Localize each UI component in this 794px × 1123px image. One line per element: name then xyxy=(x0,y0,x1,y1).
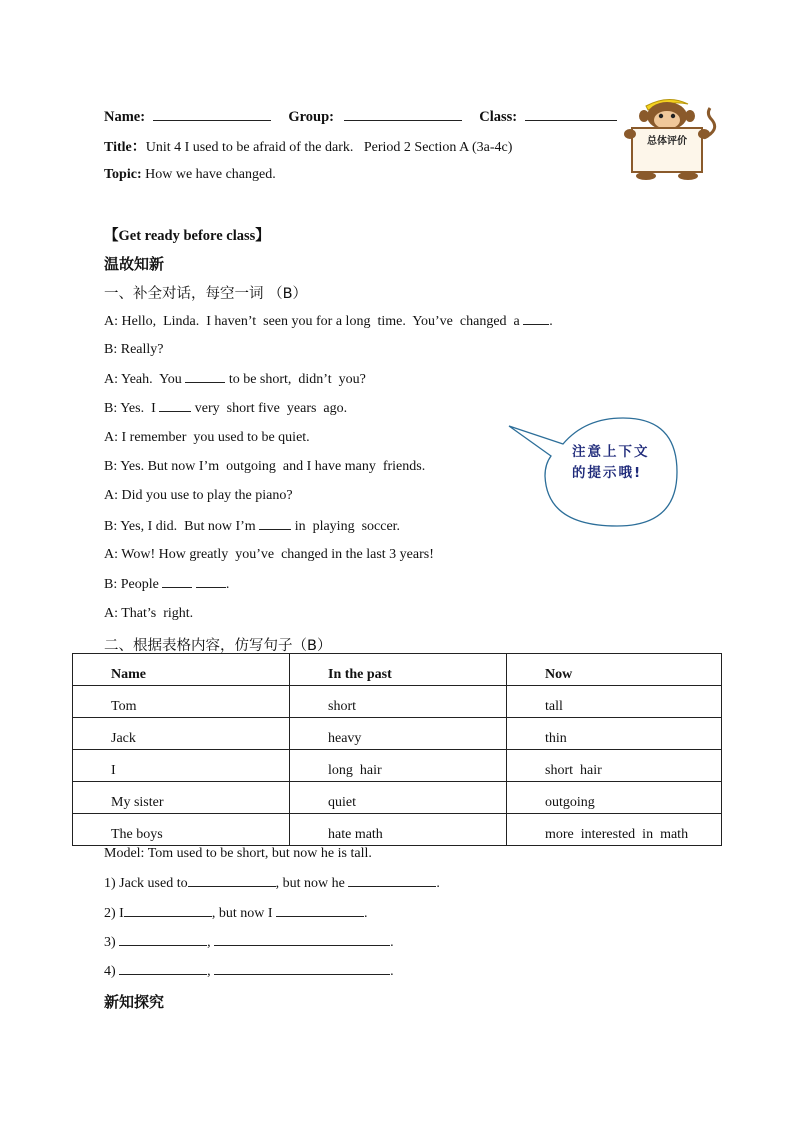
table-header: Now xyxy=(507,654,722,686)
title-text: Unit 4 I used to be afraid of the dark. Period 2 Section A (3a-4c) xyxy=(145,140,513,155)
table-header: Name xyxy=(73,654,290,686)
table-cell: long hair xyxy=(290,750,507,782)
table-cell: outgoing xyxy=(507,782,722,814)
exercise-line: 3) , . xyxy=(104,935,394,950)
review-heading: 温故知新 xyxy=(104,255,165,273)
blank[interactable] xyxy=(523,313,549,325)
group-label: Group: xyxy=(288,109,334,125)
badge-text: 总体评价 xyxy=(647,136,687,147)
answer-blank[interactable] xyxy=(214,963,390,975)
answer-blank[interactable] xyxy=(119,963,207,975)
dialogue-line: B: Yes. But now I’m outgoing and I have many friends. xyxy=(104,459,426,474)
table-row xyxy=(73,750,722,782)
dialogue-line: A: That’s right. xyxy=(104,606,194,621)
class-field[interactable] xyxy=(525,108,617,121)
table-cell: quiet xyxy=(290,782,507,814)
dialogue-line: B: Yes, I did. But now I’m in playing soccer. xyxy=(104,519,401,534)
table-cell: short xyxy=(290,686,507,718)
answer-blank[interactable] xyxy=(124,905,212,917)
blank[interactable] xyxy=(162,576,192,588)
bubble-text: 注意上下文的提示哦! xyxy=(572,444,650,481)
table-header-row xyxy=(73,654,722,686)
table-row xyxy=(73,686,722,718)
name-label: Name: xyxy=(104,109,146,125)
table-cell: more interested in math xyxy=(507,814,722,846)
dialogue-line: A: Yeah. You to be short, didn’t you? xyxy=(104,372,366,387)
dialogue-line: A: Hello, Linda. I haven’t seen you for a long time. You’ve changed a . xyxy=(104,314,553,329)
answer-blank[interactable] xyxy=(119,934,207,946)
blank[interactable] xyxy=(196,576,226,588)
table-cell: heavy xyxy=(290,718,507,750)
dialogue-line: B: People . xyxy=(104,577,230,592)
title-line xyxy=(104,136,512,156)
comparison-table xyxy=(72,653,722,846)
table-cell: I xyxy=(73,750,290,782)
dialogue-line: A: I remember you used to be quiet. xyxy=(104,430,310,445)
exercise-line: 4) , . xyxy=(104,964,394,979)
table-header: In the past xyxy=(290,654,507,686)
blank[interactable] xyxy=(259,518,291,530)
dialogue-line: B: Really? xyxy=(104,342,164,357)
topic-label: Topic: xyxy=(104,167,142,182)
blank[interactable] xyxy=(159,400,191,412)
answer-blank[interactable] xyxy=(276,905,364,917)
group-field[interactable] xyxy=(344,108,462,121)
answer-blank[interactable] xyxy=(188,875,276,887)
dialogue-line: A: Wow! How greatly you’ve changed in the last 3 years! xyxy=(104,547,434,562)
answer-blank[interactable] xyxy=(348,875,436,887)
table-cell: The boys xyxy=(73,814,290,846)
part1-title: 一、补全对话，每空一词 （B） xyxy=(104,286,308,302)
model-sentence: Model: Tom used to be short, but now he is tall. xyxy=(104,846,372,861)
new-heading: 新知探究 xyxy=(104,993,165,1011)
topic-text: How we have changed. xyxy=(145,167,276,182)
topic-line xyxy=(104,167,276,183)
table-cell: hate math xyxy=(290,814,507,846)
table-cell: tall xyxy=(507,686,722,718)
exercise-line: 1) Jack used to , but now he . xyxy=(104,876,440,891)
monkey-badge-icon xyxy=(616,94,720,182)
class-label: Class: xyxy=(479,109,518,125)
table-cell: My sister xyxy=(73,782,290,814)
table-row xyxy=(73,782,722,814)
table-cell: Jack xyxy=(73,718,290,750)
table-cell: thin xyxy=(507,718,722,750)
exercise-line: 2) I , but now I . xyxy=(104,906,368,921)
table-cell: Tom xyxy=(73,686,290,718)
part2-title: 二、根据表格内容，仿写句子（B） xyxy=(104,638,332,654)
blank[interactable] xyxy=(185,371,225,383)
header-fields xyxy=(104,108,617,126)
table-cell: short hair xyxy=(507,750,722,782)
table-row xyxy=(73,718,722,750)
name-field[interactable] xyxy=(153,108,271,121)
dialogue-line: A: Did you use to play the piano? xyxy=(104,488,293,503)
title-label: Title： xyxy=(104,140,146,155)
dialogue-line: B: Yes. I very short five years ago. xyxy=(104,401,348,416)
table-row xyxy=(73,814,722,846)
section-heading: 【Get ready before class】 xyxy=(104,228,270,244)
answer-blank[interactable] xyxy=(214,934,390,946)
